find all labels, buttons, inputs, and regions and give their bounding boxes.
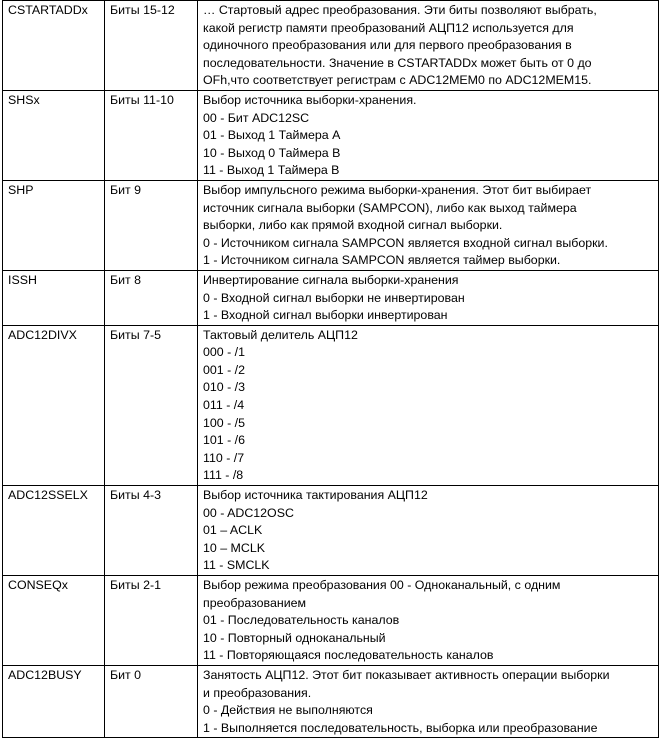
description-line: 01 - Последовательность каналов: [203, 613, 400, 628]
description-line: 11 - Выход 1 Таймера В: [203, 163, 340, 178]
field-name-cell: CONSEQx: [3, 576, 105, 666]
table-row: [3, 665, 659, 737]
description-line: 10 - Повторный одноканальный: [203, 630, 386, 645]
description-line: 101 - /6: [203, 433, 246, 448]
description-cell: [198, 576, 659, 666]
field-name-cell: CSTARTADDx: [3, 1, 105, 91]
description-line: 1 - Входной сигнал выборки инвертирован: [203, 308, 448, 323]
description-cell: [198, 1, 659, 91]
field-name-cell: ADC12SSELX: [3, 486, 105, 576]
description-line: 010 - /3: [203, 380, 246, 395]
description-line: OFh,что соответствует регистрам с ADC12MEM0 по ADC12MEM15.: [203, 73, 592, 88]
bit-range-cell: Биты 7-5: [105, 325, 198, 485]
description-line: одиночного преобразования или для первого преобразования в: [203, 38, 572, 53]
description-line: и преобразования.: [203, 685, 312, 700]
bit-range-cell: Бит 0: [105, 665, 198, 737]
description-line: 11 - Повторяющаяся последовательность каналов: [203, 648, 494, 663]
description-cell: [198, 325, 659, 485]
description-line: 111 - /8: [203, 468, 244, 483]
field-name-cell: ADC12BUSY: [3, 665, 105, 737]
table-row: [3, 486, 659, 576]
description-line: преобразованием: [203, 595, 307, 610]
description-cell: [198, 90, 659, 180]
bit-range-cell: Биты 15-12: [105, 1, 198, 91]
description-line: 001 - /2: [203, 362, 246, 377]
description-line: 110 - /7: [203, 450, 245, 465]
table-row: [3, 180, 659, 270]
register-bits-table-body: [3, 1, 659, 738]
description-line: 10 - Выход 0 Таймера В: [203, 145, 341, 160]
description-line: 100 - /5: [203, 415, 246, 430]
description-line: Выбор источника выборки-хранения.: [203, 92, 417, 107]
bit-range-cell: Биты 4-3: [105, 486, 198, 576]
description-line: 1 - Выполняется последовательность, выборка или преобразование: [203, 720, 598, 735]
field-name-cell: ADC12DIVX: [3, 325, 105, 485]
description-line: выборки, либо как прямой входной сигнал выборки.: [203, 218, 503, 233]
table-row: [3, 325, 659, 485]
description-line: Тактовый делитель АЦП12: [203, 327, 358, 342]
field-name-cell: ISSH: [3, 270, 105, 325]
description-cell: [198, 665, 659, 737]
bit-range-cell: Бит 9: [105, 180, 198, 270]
description-line: 011 - /4: [203, 398, 245, 413]
description-line: 00 - ADC12OSC: [203, 505, 294, 520]
description-line: Выбор режима преобразования 00 - Одноканальный, с одним: [203, 578, 561, 592]
description-cell: [198, 270, 659, 325]
description-line: Выбор источника тактирования АЦП12: [203, 488, 428, 503]
description-line: 11 - SMCLK: [203, 558, 270, 573]
description-line: 01 – ACLK: [203, 523, 263, 538]
description-line: 000 - /1: [203, 345, 246, 360]
bit-range-cell: Бит 8: [105, 270, 198, 325]
description-line: 1 - Источником сигнала SAMPCON является таймер выборки.: [203, 253, 561, 268]
bit-range-cell: Биты 11-10: [105, 90, 198, 180]
description-line: какой регистр памяти преобразований АЦП12 используется для: [203, 20, 574, 35]
description-line: последовательности. Значение в CSTARTADDx может быть от 0 до: [203, 55, 592, 70]
description-cell: [198, 486, 659, 576]
description-line: 01 - Выход 1 Таймера А: [203, 128, 341, 143]
description-line: Занятость АЦП12. Этот бит показывает активность операции выборки: [203, 667, 610, 682]
register-bits-table: [2, 0, 659, 738]
table-row: [3, 270, 659, 325]
description-line: Выбор импульсного режима выборки-хранения. Этот бит выбирает: [203, 182, 592, 197]
description-line: Инвертирование сигнала выборки-хранения: [203, 272, 459, 287]
description-line: 0 - Действия не выполняются: [203, 703, 373, 718]
table-row: [3, 576, 659, 666]
description-line: 0 - Источником сигнала SAMPCON является входной сигнал выборки.: [203, 235, 608, 250]
description-cell: [198, 180, 659, 270]
field-name-cell: SHP: [3, 180, 105, 270]
description-line: 0 - Входной сигнал выборки не инвертирован: [203, 290, 465, 305]
description-line: 00 - Бит ADC12SC: [203, 110, 310, 125]
description-line: 10 – MCLK: [203, 540, 265, 555]
description-line: источник сигнала выборки (SAMPCON), либо как выход таймера: [203, 200, 577, 215]
table-row: [3, 90, 659, 180]
field-name-cell: SHSx: [3, 90, 105, 180]
description-line: … Стартовый адрес преобразования. Эти биты позволяют выбрать,: [203, 3, 597, 17]
bit-range-cell: Биты 2-1: [105, 576, 198, 666]
table-row: [3, 1, 659, 91]
